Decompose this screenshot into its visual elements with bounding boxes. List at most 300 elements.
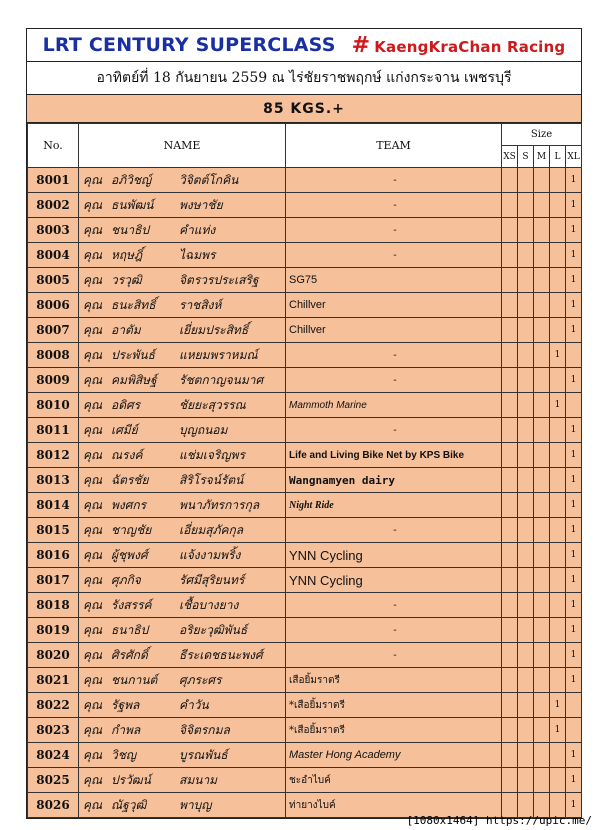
rider-number: 8006 (28, 293, 79, 318)
size-xs-cell (502, 618, 518, 643)
size-l-cell (550, 368, 566, 393)
size-xs-cell (502, 743, 518, 768)
team-label: *เสือยิ้มราตรี (289, 724, 345, 736)
rider-name (79, 243, 286, 268)
rider-number: 8020 (28, 643, 79, 668)
size-s-cell (518, 693, 534, 718)
rider-number: 8010 (28, 393, 79, 418)
rider-first-name: กำพล (111, 722, 141, 737)
size-xs-cell (502, 293, 518, 318)
rider-number: 8005 (28, 268, 79, 293)
rider-title: คุณ (83, 622, 103, 637)
size-s-cell (518, 743, 534, 768)
hash-icon: # (351, 32, 371, 58)
rider-first-name: คมพิสิษฐ์ (111, 372, 157, 387)
rider-number: 8019 (28, 618, 79, 643)
rider-team (286, 218, 502, 243)
size-xl-cell: 1 (566, 493, 582, 518)
size-xl-cell: 1 (566, 518, 582, 543)
size-xs-cell (502, 268, 518, 293)
table-row (28, 568, 582, 593)
size-xs-cell (502, 718, 518, 743)
team-label: *เสือยิ้มราตรี (289, 699, 345, 711)
size-l-cell (550, 193, 566, 218)
size-xl-cell: 1 (566, 793, 582, 818)
rider-team (286, 618, 502, 643)
size-m-header: M (534, 146, 550, 168)
rider-title: คุณ (83, 222, 103, 237)
table-row (28, 343, 582, 368)
team-label: - (393, 424, 397, 436)
size-xl-cell: 1 (566, 643, 582, 668)
rider-first-name: ชนกานต์ (111, 672, 158, 687)
team-label: Night Ride (289, 499, 334, 511)
rider-team (286, 368, 502, 393)
rider-first-name: ธนาธิป (111, 622, 149, 637)
size-s-cell (518, 318, 534, 343)
rider-last-name: อริยะวุฒิพันธ์ (179, 622, 248, 637)
team-label: ชะอำไบค์ (289, 774, 331, 786)
rider-number: 8023 (28, 718, 79, 743)
rider-first-name: ผู้ชุพงศ์ (111, 547, 148, 562)
size-m-cell (534, 368, 550, 393)
rider-last-name: สิริโรจน์รัตน์ (179, 472, 244, 487)
rider-team (286, 318, 502, 343)
size-xl-cell: 1 (566, 368, 582, 393)
team-label: - (393, 599, 397, 611)
rider-name (79, 343, 286, 368)
size-m-cell (534, 243, 550, 268)
team-label: - (393, 249, 397, 261)
rider-number: 8015 (28, 518, 79, 543)
size-xl-cell: 1 (566, 593, 582, 618)
size-xl-cell: 1 (566, 193, 582, 218)
team-label: - (393, 649, 397, 661)
team-label: - (393, 374, 397, 386)
size-l-cell (550, 543, 566, 568)
rider-number: 8011 (28, 418, 79, 443)
rider-title: คุณ (83, 647, 103, 662)
size-m-cell (534, 493, 550, 518)
table-row (28, 693, 582, 718)
rider-title: คุณ (83, 197, 103, 212)
size-xl-cell: 1 (566, 268, 582, 293)
size-xs-cell (502, 568, 518, 593)
size-xl-cell: 1 (566, 318, 582, 343)
rider-number: 8024 (28, 743, 79, 768)
size-xl-cell: 1 (566, 418, 582, 443)
entry-table (27, 123, 582, 818)
rider-name (79, 518, 286, 543)
rider-name (79, 743, 286, 768)
rider-last-name: เชื้อบางยาง (179, 597, 239, 612)
size-s-cell (518, 193, 534, 218)
size-l-cell (550, 743, 566, 768)
rider-last-name: วิจิตต์โกคิน (179, 172, 239, 187)
size-xl-cell: 1 (566, 543, 582, 568)
size-xs-cell (502, 593, 518, 618)
rider-name (79, 193, 286, 218)
size-l-cell: 1 (550, 343, 566, 368)
rider-name (79, 418, 286, 443)
size-xs-header: XS (502, 146, 518, 168)
rider-title: คุณ (83, 247, 103, 262)
table-row (28, 418, 582, 443)
size-xl-cell: 1 (566, 218, 582, 243)
rider-last-name: เยี่ยมประสิทธิ์ (179, 322, 249, 337)
rider-name (79, 368, 286, 393)
rider-title: คุณ (83, 522, 103, 537)
size-s-cell (518, 218, 534, 243)
team-label: Chillver (289, 324, 326, 336)
rider-first-name: ชาญชัย (111, 522, 152, 537)
team-label: - (393, 174, 397, 186)
rider-name (79, 443, 286, 468)
rider-number: 8013 (28, 468, 79, 493)
rider-number: 8017 (28, 568, 79, 593)
rider-first-name: ศิรศักดิ์ (111, 647, 148, 662)
rider-first-name: พงศกร (111, 497, 147, 512)
size-m-cell (534, 318, 550, 343)
size-xs-cell (502, 693, 518, 718)
rider-name (79, 768, 286, 793)
size-m-cell (534, 743, 550, 768)
table-row (28, 393, 582, 418)
rider-last-name: คำวัน (179, 697, 209, 712)
rider-last-name: เอี่ยมสุภัคกุล (179, 522, 244, 537)
size-m-cell (534, 168, 550, 193)
rider-first-name: ศุภกิจ (111, 572, 141, 587)
size-m-cell (534, 418, 550, 443)
size-l-cell (550, 243, 566, 268)
team-label: - (393, 349, 397, 361)
rider-title: คุณ (83, 547, 103, 562)
rider-first-name: รังสรรค์ (111, 597, 152, 612)
size-l-cell (550, 593, 566, 618)
size-s-cell (518, 643, 534, 668)
table-row (28, 468, 582, 493)
rider-team (286, 468, 502, 493)
size-m-cell (534, 643, 550, 668)
size-xl-header: XL (566, 146, 582, 168)
team-label: Chillver (289, 299, 326, 311)
size-xl-cell: 1 (566, 243, 582, 268)
rider-number: 8014 (28, 493, 79, 518)
team-label: Life and Living Bike Net by KPS Bike (289, 449, 465, 461)
rider-last-name: บุญถนอม (179, 422, 228, 437)
image-source-footer: [1080x1464] https://upic.me/ (406, 814, 592, 827)
team-label: YNN Cycling (289, 547, 363, 563)
size-l-cell (550, 168, 566, 193)
rider-team (286, 493, 502, 518)
rider-last-name: สมนาม (179, 772, 218, 787)
rider-team (286, 393, 502, 418)
rider-last-name: แหยมพราหมณ์ (179, 347, 258, 362)
size-m-cell (534, 193, 550, 218)
size-l-cell: 1 (550, 718, 566, 743)
col-header-size: Size (502, 124, 582, 146)
rider-team (286, 643, 502, 668)
size-xs-cell (502, 218, 518, 243)
table-row (28, 218, 582, 243)
size-xl-cell: 1 (566, 768, 582, 793)
size-l-cell: 1 (550, 693, 566, 718)
table-row (28, 268, 582, 293)
size-s-cell (518, 243, 534, 268)
rider-team (286, 543, 502, 568)
event-date-location: อาทิตย์ที่ 18 กันยายน 2559 ณ ไร่ชัยราชพฤกษ์ แก่งกระจาน เพชรบุรี (27, 62, 581, 95)
rider-title: คุณ (83, 347, 103, 362)
rider-last-name: แจ้งงามพริ้ง (179, 547, 241, 562)
rider-first-name: หฤษฎิ์ (111, 247, 143, 262)
rider-team (286, 668, 502, 693)
team-label: - (393, 524, 397, 536)
rider-team (286, 593, 502, 618)
size-l-cell (550, 218, 566, 243)
size-l-cell (550, 618, 566, 643)
rider-first-name: ณัฐวุฒิ (111, 797, 147, 812)
rider-name (79, 393, 286, 418)
size-xs-cell (502, 368, 518, 393)
table-row (28, 193, 582, 218)
rider-title: คุณ (83, 747, 103, 762)
rider-last-name: พาบุญ (179, 797, 212, 812)
rider-number: 8018 (28, 593, 79, 618)
rider-name (79, 668, 286, 693)
rider-name (79, 568, 286, 593)
size-xl-cell: 1 (566, 293, 582, 318)
size-s-cell (518, 443, 534, 468)
team-label: Master Hong Academy (289, 749, 401, 761)
rider-number: 8008 (28, 343, 79, 368)
size-m-cell (534, 593, 550, 618)
rider-team (286, 718, 502, 743)
table-row (28, 443, 582, 468)
rider-name (79, 318, 286, 343)
size-xs-cell (502, 193, 518, 218)
size-xs-cell (502, 343, 518, 368)
table-row (28, 168, 582, 193)
team-label: YNN Cycling (289, 572, 363, 588)
rider-first-name: อภิวิชญ์ (111, 172, 152, 187)
size-s-cell (518, 268, 534, 293)
team-label: Wangnamyen dairy (289, 473, 395, 487)
size-xs-cell (502, 443, 518, 468)
table-row (28, 368, 582, 393)
table-row (28, 618, 582, 643)
size-xl-cell: 1 (566, 618, 582, 643)
table-row (28, 768, 582, 793)
rider-team (286, 168, 502, 193)
rider-team (286, 693, 502, 718)
size-xs-cell (502, 418, 518, 443)
rider-number: 8009 (28, 368, 79, 393)
rider-team (286, 768, 502, 793)
team-label: - (393, 624, 397, 636)
table-row (28, 293, 582, 318)
rider-number: 8002 (28, 193, 79, 218)
size-l-cell (550, 293, 566, 318)
size-l-cell (550, 768, 566, 793)
rider-number: 8001 (28, 168, 79, 193)
rider-number: 8003 (28, 218, 79, 243)
size-m-cell (534, 343, 550, 368)
size-m-cell (534, 443, 550, 468)
size-s-cell (518, 668, 534, 693)
size-xl-cell: 1 (566, 743, 582, 768)
table-row (28, 493, 582, 518)
rider-name (79, 293, 286, 318)
rider-first-name: รัฐพล (111, 697, 140, 712)
rider-team (286, 418, 502, 443)
rider-first-name: วรวุฒิ (111, 272, 142, 287)
rider-name (79, 693, 286, 718)
size-xs-cell (502, 168, 518, 193)
rider-number: 8026 (28, 793, 79, 818)
rider-name (79, 168, 286, 193)
size-l-cell (550, 443, 566, 468)
team-label: ท่ายางไบค์ (289, 799, 336, 811)
rider-first-name: วิชญ (111, 747, 137, 762)
size-xl-cell: 1 (566, 568, 582, 593)
rider-first-name: ฉัตรชัย (111, 472, 149, 487)
size-m-cell (534, 768, 550, 793)
rider-last-name: รัชตกาญจนมาศ (179, 372, 264, 387)
size-xs-cell (502, 318, 518, 343)
size-xs-cell (502, 768, 518, 793)
size-l-cell (550, 418, 566, 443)
rider-first-name: ประพันธ์ (111, 347, 155, 362)
rider-team (286, 743, 502, 768)
rider-team (286, 568, 502, 593)
rider-last-name: ศุภระศร (179, 672, 222, 687)
rider-last-name: คำแท่ง (179, 222, 216, 237)
size-xs-cell (502, 393, 518, 418)
col-header-no: No. (28, 124, 79, 168)
col-header-team: TEAM (286, 124, 502, 168)
rider-number: 8016 (28, 543, 79, 568)
rider-first-name: ธนะสิทธิ์ (111, 297, 156, 312)
rider-first-name: ปรวัฒน์ (111, 772, 151, 787)
size-s-cell (518, 568, 534, 593)
size-xs-cell (502, 518, 518, 543)
size-l-cell (550, 468, 566, 493)
rider-name (79, 643, 286, 668)
rider-title: คุณ (83, 672, 103, 687)
size-xl-cell: 1 (566, 443, 582, 468)
size-m-cell (534, 693, 550, 718)
rider-name (79, 618, 286, 643)
event-name: LRT CENTURY SUPERCLASS (42, 34, 336, 56)
rider-title: คุณ (83, 722, 103, 737)
rider-last-name: รัศมีสุริยนทร์ (179, 572, 245, 587)
size-xs-cell (502, 493, 518, 518)
rider-title: คุณ (83, 322, 103, 337)
size-l-cell (550, 668, 566, 693)
rider-team (286, 443, 502, 468)
size-s-cell (518, 418, 534, 443)
team-label: - (393, 224, 397, 236)
table-row (28, 318, 582, 343)
size-s-header: S (518, 146, 534, 168)
rider-title: คุณ (83, 597, 103, 612)
size-m-cell (534, 518, 550, 543)
rider-name (79, 593, 286, 618)
rider-title: คุณ (83, 797, 103, 812)
team-label: - (393, 199, 397, 211)
size-l-cell (550, 318, 566, 343)
size-l-cell: 1 (550, 393, 566, 418)
rider-last-name: ธีระเดชธนะพงศ์ (179, 647, 263, 662)
size-l-header: L (550, 146, 566, 168)
rider-title: คุณ (83, 697, 103, 712)
size-xl-cell (566, 393, 582, 418)
team-label: Mammoth Marine (289, 399, 367, 411)
size-m-cell (534, 468, 550, 493)
size-xs-cell (502, 543, 518, 568)
team-label: เสือยิ้มราตรี (289, 674, 340, 686)
rider-last-name: ชัยยะสุวรรณ (179, 397, 246, 412)
rider-last-name: จิจิตรกมล (179, 722, 230, 737)
rider-number: 8007 (28, 318, 79, 343)
size-m-cell (534, 718, 550, 743)
rider-title: คุณ (83, 372, 103, 387)
rider-title: คุณ (83, 572, 103, 587)
rider-number: 8022 (28, 693, 79, 718)
size-s-cell (518, 343, 534, 368)
size-m-cell (534, 268, 550, 293)
rider-name (79, 218, 286, 243)
size-m-cell (534, 218, 550, 243)
rider-name (79, 543, 286, 568)
team-label: SG75 (289, 274, 318, 286)
event-title (27, 29, 581, 62)
size-l-cell (550, 268, 566, 293)
size-m-cell (534, 668, 550, 693)
rider-title: คุณ (83, 272, 103, 287)
rider-title: คุณ (83, 772, 103, 787)
rider-first-name: อดิศร (111, 397, 141, 412)
size-xl-cell: 1 (566, 668, 582, 693)
rider-last-name: ราชสิงห์ (179, 297, 222, 312)
size-xl-cell: 1 (566, 468, 582, 493)
rider-last-name: จิตรวรประเสริฐ (179, 272, 259, 287)
table-row (28, 243, 582, 268)
rider-last-name: แช่มเจริญพร (179, 447, 245, 462)
size-s-cell (518, 293, 534, 318)
size-xl-cell (566, 343, 582, 368)
size-l-cell (550, 568, 566, 593)
rider-title: คุณ (83, 172, 103, 187)
rider-last-name: ไฉมพร (179, 247, 216, 262)
rider-team (286, 268, 502, 293)
size-s-cell (518, 493, 534, 518)
size-s-cell (518, 393, 534, 418)
rider-name (79, 718, 286, 743)
size-s-cell (518, 618, 534, 643)
size-l-cell (550, 493, 566, 518)
size-xs-cell (502, 243, 518, 268)
size-s-cell (518, 718, 534, 743)
rider-title: คุณ (83, 297, 103, 312)
size-xl-cell: 1 (566, 168, 582, 193)
size-xs-cell (502, 468, 518, 493)
rider-first-name: ณรงค์ (111, 447, 143, 462)
size-m-cell (534, 393, 550, 418)
size-s-cell (518, 168, 534, 193)
rider-name (79, 468, 286, 493)
size-m-cell (534, 618, 550, 643)
